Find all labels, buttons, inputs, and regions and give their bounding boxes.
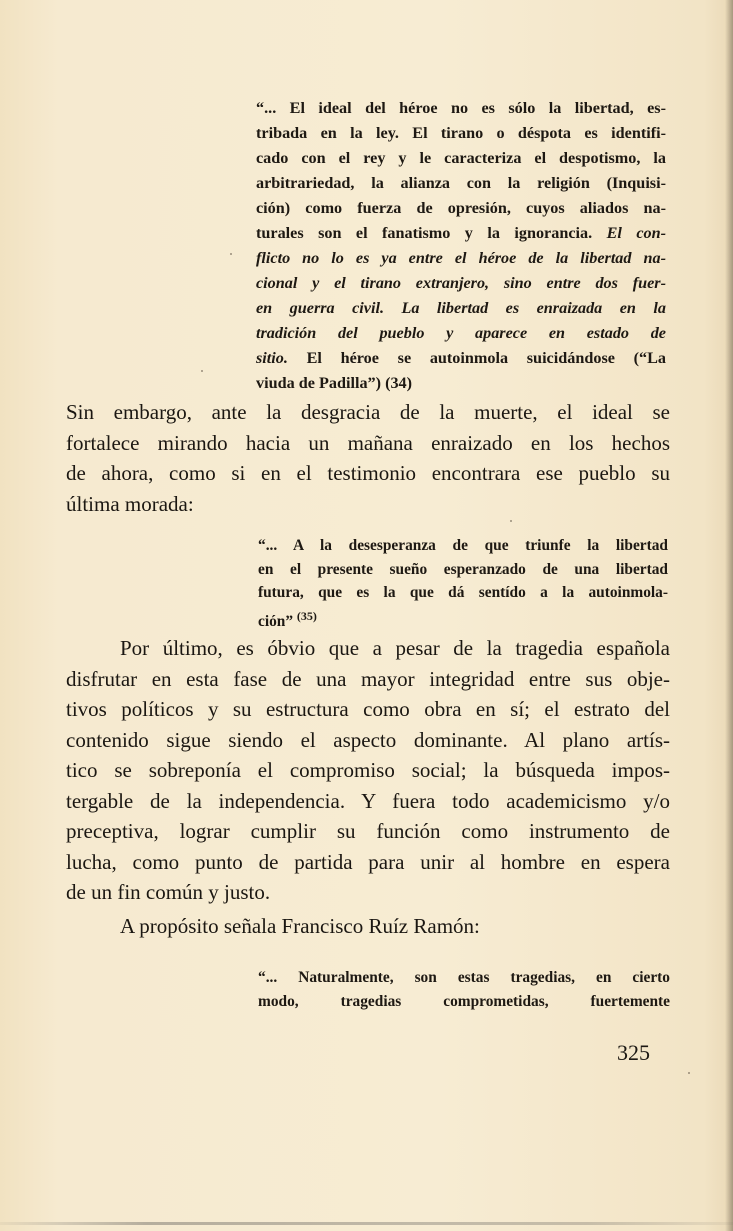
quote-1-line: ción) como fuerza de opresión, cuyos aliados na- <box>256 199 666 217</box>
paragraph-1 <box>66 397 670 519</box>
quote-1-line-text: turales son el fanatismo y la ignorancia. <box>256 224 593 242</box>
block-quote-2 <box>258 534 668 633</box>
paragraph-1-line: fortalece mirando hacia un mañana enraizado en los hechos <box>66 430 670 455</box>
page-number: 325 <box>617 1040 650 1065</box>
quote-1-line-mixed <box>256 346 666 371</box>
paragraph-2-line: tivos políticos y su estructura como obra en sí; el estrato del <box>66 697 670 721</box>
paragraph-1-line: Sin embargo, ante la desgracia de la muerte, el ideal se <box>66 400 670 424</box>
quote-1-line-mixed <box>256 221 666 246</box>
print-fleck <box>688 1072 690 1074</box>
page-edge-shadow <box>725 0 733 1231</box>
quote-1-italic-line: flicto no lo es ya entre el héroe de la libertad na- <box>256 249 666 267</box>
quote-2-line: “... A la desesperanza de que triunfe la libertad <box>258 537 668 554</box>
paragraph-2-line: tergable de la independencia. Y fuera todo academicismo y/o <box>66 788 670 813</box>
paragraph-2-line: de un fin común y justo. <box>66 880 271 904</box>
paragraph-3 <box>120 911 680 941</box>
paragraph-3-line: A propósito señala Francisco Ruíz Ramón: <box>120 914 480 938</box>
quote-1-italic-line: tradición del pueblo y aparece en estado de <box>256 324 666 342</box>
quote-1-italic-line: en guerra civil. La libertad es enraizada en la <box>256 299 666 317</box>
paragraph-2-line: disfrutar en esta fase de una mayor integridad entre sus obje- <box>66 666 670 691</box>
paragraph-2-line: contenido sigue siendo el aspecto dominante. Al plano artís- <box>66 727 670 752</box>
paragraph-1-line: última morada: <box>66 491 194 516</box>
quote-1-italic-line: cional y el tirano extranjero, sino entre dos fuer- <box>256 274 666 292</box>
quote-1-line: tribada en la ley. El tirano o déspota es identifi- <box>256 124 666 142</box>
paragraph-1-line: de ahora, como si en el testimonio encontrara ese pueblo su <box>66 461 670 485</box>
quote-2-line-text: ción” <box>258 612 297 630</box>
print-fleck <box>510 520 512 522</box>
quote-2-last-line <box>258 605 668 634</box>
paragraph-2-line: lucha, como punto de partida para unir al hombre en espera <box>66 849 670 874</box>
paragraph-2 <box>66 633 670 908</box>
block-quote-3 <box>258 966 670 1013</box>
quote-1-line-text: El héroe se autoinmola suicidándose (“La <box>306 349 666 367</box>
quote-1-line: arbitrariedad, la alianza con la religión (Inquisi- <box>256 174 666 192</box>
quote-1-citation-line: viuda de Padilla”) (34) <box>256 374 413 392</box>
paragraph-2-line: tico se sobreponía el compromiso social; la búsqueda impos- <box>66 758 670 782</box>
paragraph-2-line: Por último, es óbvio que a pesar de la tragedia española <box>120 636 670 660</box>
quote-2-line: futura, que es la que dá sentído a la autoinmola- <box>258 584 668 601</box>
quote-1-italic-fragment: El con- <box>606 224 666 242</box>
paragraph-2-line: preceptiva, lograr cumplir su función como instrumento de <box>66 819 670 843</box>
quote-1-italic-fragment: sitio. <box>256 349 288 367</box>
print-fleck <box>201 370 203 372</box>
quote-3-line: “... Naturalmente, son estas tragedias, en cierto <box>258 969 670 986</box>
quote-1-line: “... El ideal del héroe no es sólo la libertad, es- <box>256 99 666 117</box>
footnote-reference: (35) <box>296 608 317 623</box>
quote-3-line: modo, tragedias comprometidas, fuertemente <box>258 992 670 1010</box>
page-bottom-edge <box>0 1222 733 1225</box>
quote-2-line: en el presente sueño esperanzado de una libertad <box>258 560 668 578</box>
quote-1-line: cado con el rey y le caracteriza el despotismo, la <box>256 149 666 167</box>
block-quote-1 <box>256 96 666 396</box>
print-fleck <box>230 253 232 255</box>
